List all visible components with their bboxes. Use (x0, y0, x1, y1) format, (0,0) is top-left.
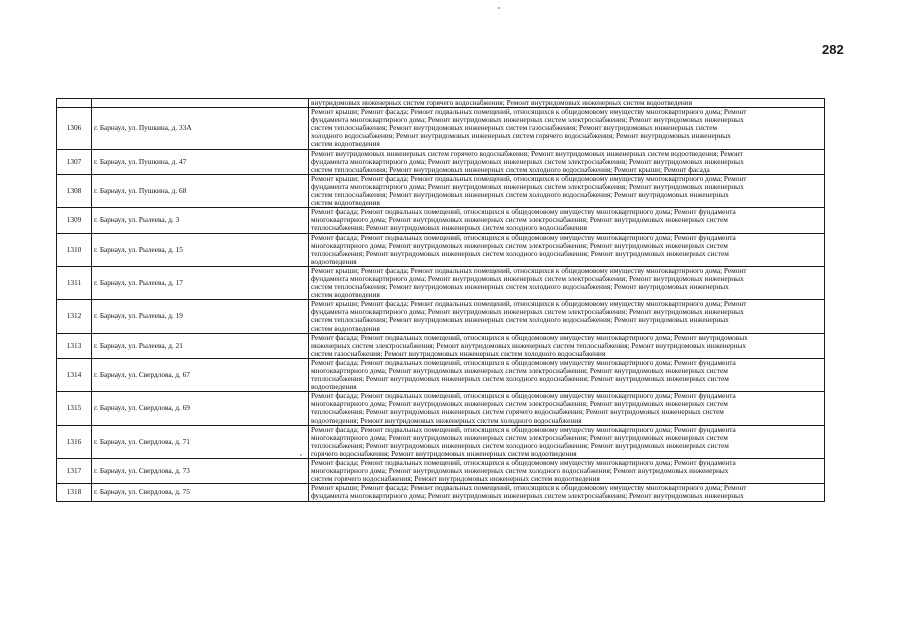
row-works (309, 392, 825, 425)
works-line: систем теплоснабжения; Ремонт внутридомовых инженерных систем холодного водоснабжения; Ремонт внутридомовых инженерных (311, 282, 729, 292)
row-number: 1313 (57, 333, 92, 358)
row-address: г. Барнаул, ул. Свердлова, д. 67 (92, 358, 309, 391)
table-row (57, 459, 825, 484)
works-line: фундамента многоквартирного дома; Ремонт внутридомовых инженерных систем электроснабжения; Ремонт внутридомовых инженерных (311, 156, 744, 166)
row-address: г. Барнаул, ул. Рылеева, д. 15 (92, 233, 309, 266)
works-line: Ремонт крыши; Ремонт фасада; Ремонт подвальных помещений, относящихся к общедомовому имуществу многоквартирного дома; Ремонт (311, 174, 747, 183)
table-row (57, 266, 825, 299)
row-number: 1318 (57, 484, 92, 501)
works-line: систем теплоснабжения; Ремонт внутридомовых инженерных систем холодного водоснабжения; Ремонт крыши; Ремонт фасада (311, 164, 710, 174)
row-number: 1312 (57, 300, 92, 333)
table-body (57, 99, 825, 502)
works-line: Ремонт фасада; Ремонт подвальных помещений, относящихся к общедомовому имуществу многоквартирного дома; Ремонт внутридомовых (311, 333, 748, 342)
row-works (309, 459, 825, 484)
works-line: систем водоотведения (311, 198, 380, 208)
table-row (57, 208, 825, 233)
works-line: водоотведения (311, 382, 357, 392)
works-line: теплоснабжения; Ремонт внутридомовых инженерных систем холодного водоснабжения; Ремонт внутридомовых инженерных систем (311, 374, 729, 384)
row-works (309, 300, 825, 333)
row-number (57, 99, 92, 108)
works-line: многоквартирного дома; Ремонт внутридомовых инженерных систем электроснабжения; Ремонт внутридомовых инженерных систем (311, 399, 728, 409)
works-line: инженерных систем электроснабжения; Ремонт внутридомовых инженерных систем теплоснабжения; Ремонт внутридомовых инженерных (311, 340, 747, 350)
works-line: Ремонт фасада; Ремонт подвальных помещений, относящихся к общедомовому имуществу многоквартирного дома; Ремонт фундамента (311, 391, 736, 401)
works-line: многоквартирного дома; Ремонт внутридомовых инженерных систем холодного водоснабжения; Ремонт внутридомовых инженерных (311, 466, 729, 476)
row-works (309, 484, 825, 501)
works-line: Ремонт внутридомовых инженерных систем горячего водоснабжения; Ремонт внутридомовых инженерных систем водоотведения; Ремонт (311, 149, 743, 158)
repair-works-table (56, 98, 825, 502)
works-line: систем теплоснабжения; Ремонт внутридомовых инженерных систем холодного водоснабжения; Ремонт внутридомовых инженерных (311, 315, 729, 325)
row-number: 1308 (57, 174, 92, 207)
works-line: систем теплоснабжения; Ремонт внутридомовых инженерных систем холодного водоснабжения; Ремонт внутридомовых инженерных (311, 190, 729, 200)
row-number: 1309 (57, 208, 92, 233)
works-line: Ремонт фасада; Ремонт подвальных помещений, относящихся к общедомовому имуществу многоквартирного дома; Ремонт фундамента (311, 358, 736, 367)
row-address (92, 99, 309, 108)
row-address: г. Барнаул, ул. Рылеева, д. 21 (92, 333, 309, 358)
table-row (57, 392, 825, 425)
works-line: систем водоотведения (311, 323, 380, 333)
row-number: 1315 (57, 392, 92, 425)
table-row (57, 300, 825, 333)
works-line: систем газоснабжения; Ремонт внутридомовых инженерных систем холодного водоснабжения (311, 348, 606, 358)
row-address: г. Барнаул, ул. Свердлова, д. 69 (92, 392, 309, 425)
works-line: Ремонт крыши; Ремонт фасада; Ремонт подвальных помещений, относящихся к общедомовому имуществу многоквартирного дома; Ремонт (311, 299, 747, 309)
row-number: 1310 (57, 233, 92, 266)
works-line: систем теплоснабжения; Ремонт внутридомовых инженерных систем газоснабжения; Ремонт внутридомовых инженерных систем (311, 123, 718, 133)
row-number: 1311 (57, 266, 92, 299)
row-works (309, 99, 825, 108)
row-address: г. Барнаул, ул. Рылеева, д. 3 (92, 208, 309, 233)
row-address: г. Барнаул, ул. Пушкина, д. 47 (92, 149, 309, 174)
works-line: Ремонт фасада; Ремонт подвальных помещений, относящихся к общедомовому имуществу многоквартирного дома; Ремонт фундамента (311, 458, 736, 468)
row-address: г. Барнаул, ул. Пушкина, д. 33А (92, 108, 309, 149)
table-row (57, 99, 825, 108)
table-row (57, 425, 825, 458)
works-line: систем водоотведения (311, 139, 380, 149)
works-line: многоквартирного дома; Ремонт внутридомовых инженерных систем электроснабжения; Ремонт внутридомовых инженерных систем (311, 215, 728, 225)
row-works (309, 333, 825, 358)
works-line: водоотведения (311, 256, 357, 266)
works-line: теплоснабжения; Ремонт внутридомовых инженерных систем холодного водоснабжения; Ремонт внутридомовых инженерных систем (311, 248, 729, 258)
works-line: систем водоотведения (311, 290, 380, 300)
row-address: г. Барнаул, ул. Рылеева, д. 17 (92, 266, 309, 299)
table-row (57, 333, 825, 358)
row-works (309, 174, 825, 207)
works-line: фундамента многоквартирного дома; Ремонт внутридомовых инженерных систем электроснабжения; Ремонт внутридомовых инженерных (311, 273, 744, 283)
row-address: г. Барнаул, ул. Свердлова, д. 71 (92, 425, 309, 458)
works-line: внутридомовых инженерных систем горячего водоснабжения; Ремонт внутридомовых инженерных систем водоотведения (311, 98, 693, 107)
works-line: холодного водоснабжения; Ремонт внутридомовых инженерных систем горячего водоснабжения; Ремонт внутридомовых инженерных (311, 131, 731, 141)
row-address: г. Барнаул, ул. Пушкина, д. 68 (92, 174, 309, 207)
table-row (57, 108, 825, 149)
works-line: теплоснабжения; Ремонт внутридомовых инженерных систем холодного водоснабжения; Ремонт внутридомовых инженерных систем (311, 440, 729, 450)
works-line: многоквартирного дома; Ремонт внутридомовых инженерных систем электроснабжения; Ремонт внутридомовых инженерных систем (311, 366, 728, 375)
works-line: горячего водоснабжения; Ремонт внутридомовых инженерных систем водоотведения (311, 448, 577, 458)
page-number: 282 (822, 42, 844, 57)
works-line: многоквартирного дома; Ремонт внутридомовых инженерных систем электроснабжения; Ремонт внутридомовых инженерных систем (311, 240, 728, 250)
row-address: г. Барнаул, ул. Свердлова, д. 73 (92, 459, 309, 484)
row-number: 1317 (57, 459, 92, 484)
row-number: 1316 (57, 425, 92, 458)
works-line: Ремонт фасада; Ремонт подвальных помещений, относящихся к общедомовому имуществу многоквартирного дома; Ремонт фундамента (311, 233, 736, 242)
works-line: Ремонт крыши; Ремонт фасада; Ремонт подвальных помещений, относящихся к общедомовому имуществу многоквартирного дома; Ремонт (311, 107, 747, 117)
row-works (309, 233, 825, 266)
row-works (309, 266, 825, 299)
works-line: фундамента многоквартирного дома; Ремонт внутридомовых инженерных систем электроснабжения; Ремонт внутридомовых инженерных (311, 181, 744, 191)
row-number: 1314 (57, 358, 92, 391)
row-works (309, 208, 825, 233)
works-line: фундамента многоквартирного дома; Ремонт внутридомовых инженерных систем электроснабжения; Ремонт внутридомовых инженерных (311, 307, 744, 317)
works-line: Ремонт фасада; Ремонт подвальных помещений, относящихся к общедомовому имуществу многоквартирного дома; Ремонт фундамента (311, 425, 736, 434)
row-works (309, 358, 825, 391)
table-row (57, 484, 825, 501)
table-row (57, 174, 825, 207)
works-line: Ремонт крыши; Ремонт фасада; Ремонт подвальных помещений, относящихся к общедомовому имуществу многоквартирного дома; Ремонт (311, 483, 747, 493)
row-address: г. Барнаул, ул. Свердлова, д. 75 (92, 484, 309, 501)
works-line: теплоснабжения; Ремонт внутридомовых инженерных систем горячего водоснабжения; Ремонт внутридомовых инженерных систем (311, 407, 724, 417)
table-row (57, 358, 825, 391)
works-line: Ремонт крыши; Ремонт фасада; Ремонт подвальных помещений, относящихся к общедомовому имуществу многоквартирного дома; Ремонт (311, 266, 747, 275)
row-number: 1306 (57, 108, 92, 149)
row-works (309, 108, 825, 149)
row-works (309, 425, 825, 458)
row-works (309, 149, 825, 174)
works-line: фундамента многоквартирного дома; Ремонт внутридомовых инженерных систем электроснабжения; Ремонт внутридомовых инженерных (311, 491, 744, 501)
works-line: систем горячего водоснабжения; Ремонт внутридомовых инженерных систем водоотведения (311, 474, 600, 484)
row-address: г. Барнаул, ул. Рылеева, д. 19 (92, 300, 309, 333)
works-line: теплоснабжения; Ремонт внутридомовых инженерных систем холодного водоснабжения (311, 223, 587, 233)
works-line: многоквартирного дома; Ремонт внутридомовых инженерных систем электроснабжения; Ремонт внутридомовых инженерных систем (311, 432, 728, 442)
scan-speck (498, 7, 500, 9)
table-row (57, 149, 825, 174)
works-line: фундамента многоквартирного дома; Ремонт внутридомовых инженерных систем электроснабжения; Ремонт внутридомовых инженерных (311, 115, 744, 125)
table-row (57, 233, 825, 266)
row-number: 1307 (57, 149, 92, 174)
works-line: водоотведения; Ремонт внутридомовых инженерных систем холодного водоснабжения (311, 415, 582, 425)
works-line: Ремонт фасада; Ремонт подвальных помещений, относящихся к общедомовому имуществу многоквартирного дома; Ремонт фундамента (311, 207, 736, 217)
